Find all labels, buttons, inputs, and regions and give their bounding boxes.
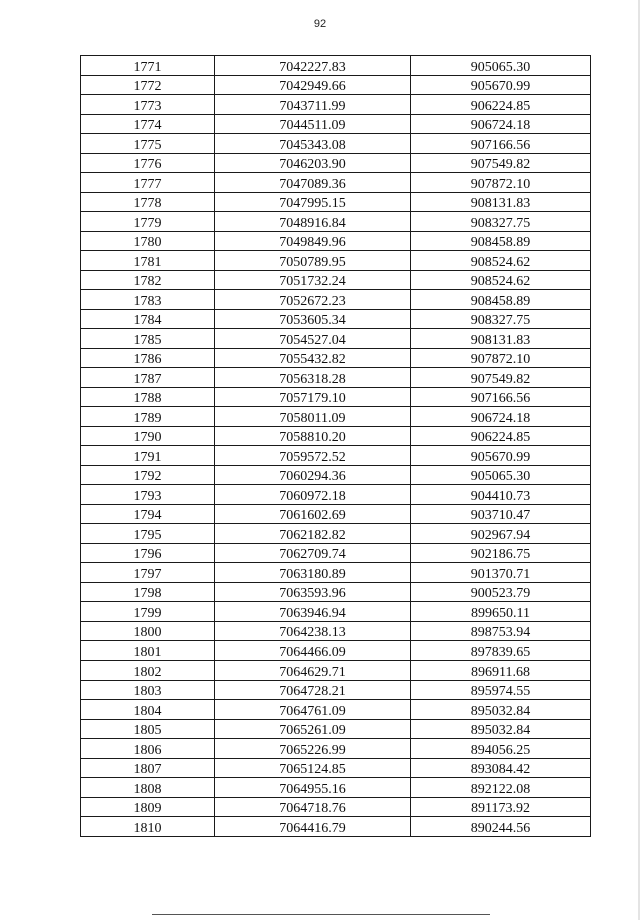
table-row [81,660,591,680]
table-row [81,641,591,661]
table-row [81,700,591,720]
coordinate-y-cell: 908131.83 [411,329,591,349]
point-number-cell: 1797 [81,563,215,583]
coordinate-x-cell: 7054527.04 [215,329,411,349]
coordinate-y-cell: 890244.56 [411,817,591,837]
point-number-cell: 1787 [81,368,215,388]
point-number-cell: 1802 [81,660,215,680]
coordinate-x-cell: 7053605.34 [215,309,411,329]
coordinate-y-cell: 906724.18 [411,114,591,134]
point-number-cell: 1776 [81,153,215,173]
coordinate-y-cell: 901370.71 [411,563,591,583]
coordinate-y-cell: 908458.89 [411,290,591,310]
table-row [81,212,591,232]
footer-rule [152,914,490,915]
point-number-cell: 1795 [81,524,215,544]
table-row [81,543,591,563]
coordinate-x-cell: 7065261.09 [215,719,411,739]
point-number-cell: 1778 [81,192,215,212]
coordinate-x-cell: 7064728.21 [215,680,411,700]
coordinate-y-cell: 903710.47 [411,504,591,524]
coordinate-x-cell: 7042227.83 [215,56,411,76]
coordinate-x-cell: 7046203.90 [215,153,411,173]
table-row [81,602,591,622]
coordinate-table-body [81,56,591,837]
point-number-cell: 1810 [81,817,215,837]
coordinate-x-cell: 7050789.95 [215,251,411,271]
coordinate-x-cell: 7059572.52 [215,446,411,466]
point-number-cell: 1794 [81,504,215,524]
coordinate-y-cell: 906224.85 [411,95,591,115]
coordinate-x-cell: 7057179.10 [215,387,411,407]
coordinate-y-cell: 893084.42 [411,758,591,778]
coordinate-x-cell: 7063593.96 [215,582,411,602]
table-row [81,309,591,329]
table-row [81,719,591,739]
coordinate-x-cell: 7065226.99 [215,739,411,759]
point-number-cell: 1771 [81,56,215,76]
point-number-cell: 1801 [81,641,215,661]
table-row [81,758,591,778]
point-number-cell: 1790 [81,426,215,446]
table-row [81,680,591,700]
point-number-cell: 1791 [81,446,215,466]
coordinate-y-cell: 905065.30 [411,56,591,76]
coordinate-y-cell: 906724.18 [411,407,591,427]
table-row [81,387,591,407]
point-number-cell: 1793 [81,485,215,505]
coordinate-y-cell: 908327.75 [411,212,591,232]
point-number-cell: 1774 [81,114,215,134]
coordinate-x-cell: 7064629.71 [215,660,411,680]
coordinate-y-cell: 898753.94 [411,621,591,641]
coordinate-x-cell: 7047995.15 [215,192,411,212]
coordinate-x-cell: 7064955.16 [215,778,411,798]
coordinate-y-cell: 904410.73 [411,485,591,505]
coordinate-y-cell: 907549.82 [411,153,591,173]
coordinate-y-cell: 900523.79 [411,582,591,602]
coordinate-x-cell: 7058810.20 [215,426,411,446]
coordinate-x-cell: 7064238.13 [215,621,411,641]
coordinate-x-cell: 7044511.09 [215,114,411,134]
coordinate-table [80,55,591,837]
point-number-cell: 1773 [81,95,215,115]
coordinate-y-cell: 902967.94 [411,524,591,544]
table-row [81,563,591,583]
point-number-cell: 1782 [81,270,215,290]
point-number-cell: 1784 [81,309,215,329]
coordinate-x-cell: 7049849.96 [215,231,411,251]
point-number-cell: 1786 [81,348,215,368]
coordinate-y-cell: 899650.11 [411,602,591,622]
point-number-cell: 1775 [81,134,215,154]
coordinate-y-cell: 896911.68 [411,660,591,680]
table-row [81,95,591,115]
coordinate-y-cell: 908524.62 [411,270,591,290]
point-number-cell: 1785 [81,329,215,349]
coordinate-x-cell: 7055432.82 [215,348,411,368]
table-row [81,231,591,251]
table-row [81,524,591,544]
point-number-cell: 1808 [81,778,215,798]
point-number-cell: 1798 [81,582,215,602]
coordinate-y-cell: 907166.56 [411,134,591,154]
point-number-cell: 1792 [81,465,215,485]
coordinate-x-cell: 7047089.36 [215,173,411,193]
coordinate-y-cell: 906224.85 [411,426,591,446]
coordinate-y-cell: 892122.08 [411,778,591,798]
table-row [81,504,591,524]
point-number-cell: 1779 [81,212,215,232]
table-row [81,797,591,817]
coordinate-y-cell: 895032.84 [411,719,591,739]
coordinate-y-cell: 908458.89 [411,231,591,251]
point-number-cell: 1777 [81,173,215,193]
point-number-cell: 1788 [81,387,215,407]
coordinate-y-cell: 894056.25 [411,739,591,759]
coordinate-y-cell: 907166.56 [411,387,591,407]
point-number-cell: 1805 [81,719,215,739]
coordinate-y-cell: 908131.83 [411,192,591,212]
table-row [81,290,591,310]
coordinate-x-cell: 7051732.24 [215,270,411,290]
coordinate-y-cell: 907549.82 [411,368,591,388]
point-number-cell: 1799 [81,602,215,622]
table-row [81,426,591,446]
table-row [81,192,591,212]
table-row [81,485,591,505]
point-number-cell: 1803 [81,680,215,700]
coordinate-x-cell: 7064718.76 [215,797,411,817]
point-number-cell: 1772 [81,75,215,95]
point-number-cell: 1796 [81,543,215,563]
coordinate-x-cell: 7052672.23 [215,290,411,310]
table-row [81,251,591,271]
coordinate-y-cell: 905670.99 [411,75,591,95]
coordinate-y-cell: 905670.99 [411,446,591,466]
coordinate-y-cell: 897839.65 [411,641,591,661]
table-row [81,134,591,154]
point-number-cell: 1780 [81,231,215,251]
table-row [81,173,591,193]
point-number-cell: 1807 [81,758,215,778]
coordinate-x-cell: 7065124.85 [215,758,411,778]
coordinate-x-cell: 7042949.66 [215,75,411,95]
coordinate-y-cell: 895974.55 [411,680,591,700]
table-row [81,407,591,427]
table-row [81,739,591,759]
coordinate-y-cell: 908327.75 [411,309,591,329]
coordinate-x-cell: 7062709.74 [215,543,411,563]
table-row [81,621,591,641]
point-number-cell: 1783 [81,290,215,310]
point-number-cell: 1789 [81,407,215,427]
coordinate-x-cell: 7045343.08 [215,134,411,154]
page-number: 92 [313,18,327,30]
coordinate-x-cell: 7060294.36 [215,465,411,485]
coordinate-x-cell: 7062182.82 [215,524,411,544]
table-row [81,153,591,173]
coordinate-y-cell: 905065.30 [411,465,591,485]
table-row [81,817,591,837]
coordinate-x-cell: 7064466.09 [215,641,411,661]
table-row [81,329,591,349]
table-row [81,114,591,134]
coordinate-x-cell: 7063946.94 [215,602,411,622]
table-row [81,56,591,76]
coordinate-y-cell: 902186.75 [411,543,591,563]
table-row [81,465,591,485]
coordinate-x-cell: 7060972.18 [215,485,411,505]
table-row [81,582,591,602]
table-row [81,778,591,798]
coordinate-x-cell: 7061602.69 [215,504,411,524]
point-number-cell: 1809 [81,797,215,817]
coordinate-y-cell: 908524.62 [411,251,591,271]
coordinate-x-cell: 7056318.28 [215,368,411,388]
table-row [81,348,591,368]
coordinate-x-cell: 7058011.09 [215,407,411,427]
table-row [81,446,591,466]
point-number-cell: 1804 [81,700,215,720]
coordinate-y-cell: 895032.84 [411,700,591,720]
coordinate-x-cell: 7048916.84 [215,212,411,232]
point-number-cell: 1800 [81,621,215,641]
table-row [81,270,591,290]
point-number-cell: 1781 [81,251,215,271]
coordinate-y-cell: 907872.10 [411,348,591,368]
coordinate-x-cell: 7064761.09 [215,700,411,720]
coordinate-y-cell: 891173.92 [411,797,591,817]
table-row [81,75,591,95]
coordinate-x-cell: 7043711.99 [215,95,411,115]
point-number-cell: 1806 [81,739,215,759]
table-row [81,368,591,388]
coordinate-y-cell: 907872.10 [411,173,591,193]
coordinate-x-cell: 7063180.89 [215,563,411,583]
coordinate-x-cell: 7064416.79 [215,817,411,837]
